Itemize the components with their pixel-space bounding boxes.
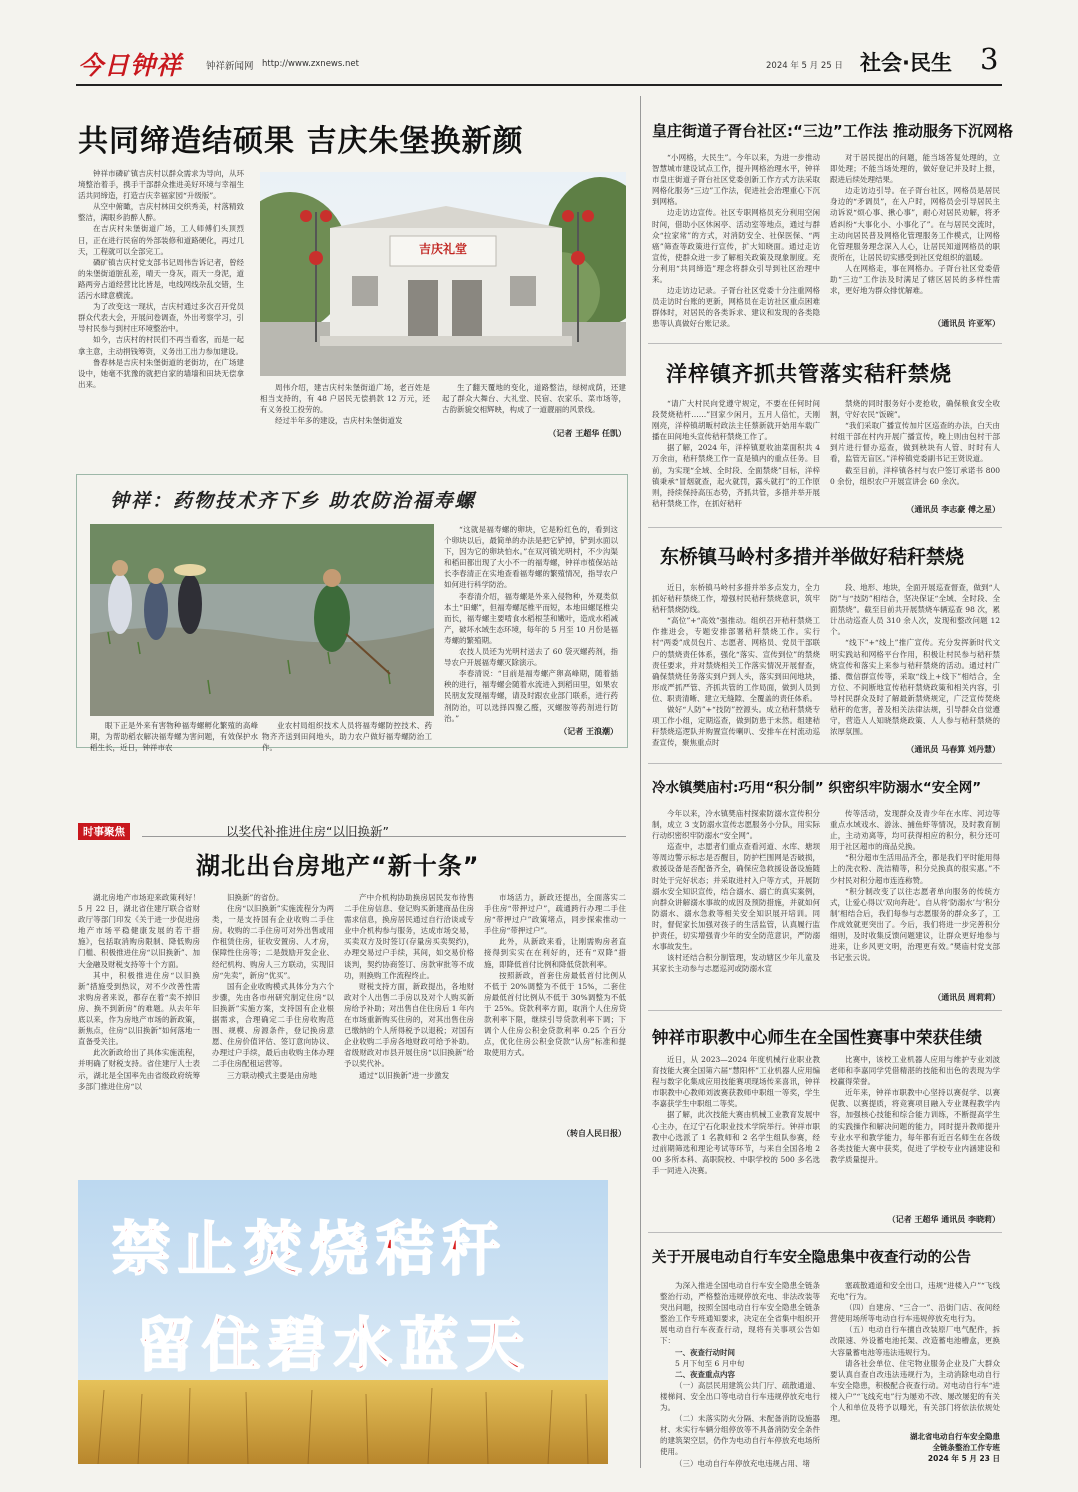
paragraph: “线下”+“线上”推广宣传。充分发挥新时代文明实践站和网格平台作用，积极让村民参与秸秆禁烧宣传和落实上来参与秸秆禁烧的活动。通过村广播、微信群宣传等，采取“线上+线下”相结合，全方位、不间断地宣传秸秆禁烧政策和相关内容，引导村民群众及时了解最新禁烧规定，广泛宣传焚烧秸秆的危害，普及相关法律法规，引导群众自觉遵守，营造人人知晓禁烧政策、人人参与秸秆禁烧的浓厚氛围。 <box>830 638 1000 737</box>
article5-credit: （通讯员 李志豪 傅之星） <box>906 505 1000 514</box>
section-heading: 一、夜查行动时间 <box>675 1347 735 1357</box>
rule <box>648 763 1002 764</box>
article6-title: 东桥镇马岭村多措并举做好秸秆禁烧 <box>660 546 965 568</box>
article4-title: 皇庄街道子胥台社区:“三边”工作法 推动服务下沉网格 <box>652 122 1013 140</box>
paragraph: 禁烧的同时服务好小麦抢收，确保粮食安全收割，守好农民“饭碗”。 <box>830 399 1000 420</box>
signature-date: 2024 年 5 月 23 日 <box>927 1453 1000 1463</box>
paragraph: 其中，积极推进住房“以旧换新”措施受到热议，对不少改善性需求购房者来说，都存在着“卖不掉旧房、换不到新房”的难题。从去年年底以来，作为房地产市场的新政策，新焦点，住房“以旧换新”如何落地一直备受关注。 <box>78 970 200 1047</box>
article3-credit: （转自人民日报） <box>562 1129 626 1138</box>
paragraph: 据了解，2024 年，洋梓镇夏收油菜面积共 4 万余亩，秸秆禁烧工作一直是镇内的重点任务。目前，为实现“全域、全时段、全面禁烧”目标，洋梓镇秉承“冒烟就查，起火就罚，露头就打”的工作原则，持续保持高压态势，齐抓共管，多措并举开展秸秆禁烧工作，在抓好秸秆 <box>652 443 820 508</box>
paragraph: 业农村局组织技术人员将福寿螺防控技术、药物齐齐送到田间地头，助力农户做好福寿螺防治工作。 <box>262 721 432 753</box>
paragraph: 为深入推进全国电动自行车安全隐患全链条整治行动，严格整治违规停放充电、非法改装等突出问题，按照全国电动自行车安全隐患全链条整治工作专班通知要求，决定在全省集中组织开展电动自行车夜查行动，现将有关事项公告如下： <box>660 1281 820 1346</box>
paragraph: 按照新政，首套住房最低首付比例从不低于 20%调整为不低于 15%，二套住房最低首付比例从不低于 30%调整为不低于 25%。贷款利率方面，取消个人住房贷款利率下限，继续引导贷款利率下调；下调个人住房公积金贷款利率 0.25 个百分点，优化住房公积金贷款“认房”标准和提取使用方式。 <box>484 970 626 1058</box>
paragraph: 比赛中，该校工业机器人应用与维护专业刘波老师和李嘉同学凭借精湛的技能和出色的表现为学校赢得荣誉。 <box>830 1055 1000 1087</box>
rule <box>648 1232 1002 1233</box>
article7-title: 冷水镇樊庙村:巧用“积分制” 织密织牢防溺水“安全网” <box>652 780 982 796</box>
column-divider <box>640 96 641 1468</box>
article5-col2 <box>830 398 1000 502</box>
article2-col1 <box>90 720 258 753</box>
article7-credit: （通讯员 周莉莉） <box>933 993 1000 1002</box>
article1-title: 共同缔造结硕果 吉庆朱堡换新颜 <box>78 124 524 159</box>
paragraph: “请广大村民向党遵守规定，不要在任何时间段焚烧秸杆……”回家少闲月，五月人倍忙，天刚刚亮，洋梓镇胡畈村政法主任蔡新就开始用车载广播在田间地头宣传秸秆禁烧工作了。 <box>652 399 820 442</box>
news-tag-label: 时事聚焦 <box>78 823 130 840</box>
paragraph: 该村还结合积分制管理，发动辖区少年儿童及其家长主动参与志愿巡河或防溺水宣 <box>652 953 820 974</box>
article6-col2 <box>830 582 1000 742</box>
paragraph: 钟祥市磷矿镇吉庆村以群众需求为导向，从环境整治着手，携手干部群众推进美好环境与幸福生活共同缔造，打造吉庆幸福家园“升级版”。 <box>78 169 244 201</box>
paragraph: 做好“人防”+“技防”控源头。成立秸秆禁烧专项工作小组，定期巡查，做到防患于未然。组建秸秆禁烧巡逻队并购置宣传喇叭、安排车在村流动巡查宣传，聚焦重点时 <box>652 705 820 748</box>
paragraph: 李春清介绍，福寿螺是外来入侵物种，外观类似本土“田螺”，但福寿螺尾椎平而短，本地田螺尾椎尖而长，福寿螺主要啃食水稻根茎和嫩叶，造成水稻减产，破坏水域生态环境，每年的 5 月至 10 月份是福寿螺的繁殖期。 <box>444 591 618 645</box>
paragraph: 传等活动，发现群众及青少年在水库、河边等重点水域戏水、游泳、捕鱼虾等情况，及时教育制止，主动劝离等，均可获得相应的积分，积分还可用于社区超市的商品兑换。 <box>830 809 1000 852</box>
masthead <box>76 44 1002 80</box>
section-name: 社会·民生 <box>860 51 952 75</box>
article4-col2 <box>830 152 1000 312</box>
article9-col1 <box>660 1280 820 1470</box>
paragraph: 磷矿镇吉庆村党支部书记周伟告诉记者，曾经的朱堡街道脏乱差，晴天一身灰，雨天一身泥，道路两旁占道经营比比皆是，电线网线杂乱交错，生活污水肆意横流。 <box>78 257 244 301</box>
article1-credit: （记者 王超华 任凯） <box>548 429 626 438</box>
action-time: 5 月下旬至 6 月中旬 <box>675 1358 745 1368</box>
paragraph: 眼下正是外来有害物种福寿螺孵化繁殖的高峰期，为帮助稻农解决福寿螺为害问题，有效保护水稻生长，近日，钟祥市农 <box>90 721 258 753</box>
article3-title: 湖北出台房地产“新十条” <box>196 852 480 880</box>
straw-burning-billboard <box>78 1180 608 1464</box>
list-item: （四）自建房、“三合一”、沿街门店、夜间经营使用场所等电动自行车违规停放充电行为。 <box>830 1303 1000 1324</box>
masthead-rule <box>76 84 1002 86</box>
rule <box>648 527 1002 528</box>
paragraph: 农技人员还为光明村送去了 60 袋灭螺药剂，指导农户开展福寿螺灭除演示。 <box>444 647 618 668</box>
rule <box>648 343 1002 344</box>
paragraph: 旧换新”的省份。 <box>227 893 284 902</box>
billboard-line2: 留住碧水蓝天 <box>136 1311 533 1379</box>
article9-title: 关于开展电动自行车安全隐患集中夜查行动的公告 <box>652 1250 971 1266</box>
paragraph: 截至目前，洋梓镇各村与农户签订承诺书 8000 余份，组织农户开展宣讲会 60 余次。 <box>830 465 1000 486</box>
paragraph: 生了翻天覆地的变化，道路整洁，绿树成荫，还建起了群众大舞台、大礼堂、民宿、农家乐、菜市场等，古韵新貌交相辉映，构成了一道靓丽的风景线。 <box>442 383 626 415</box>
paragraph: 周伟介绍，建吉庆村朱堡街道广场，老百姓是相当支持的，有 48 户居民无偿捐款 12 万元，还有义务投工投劳的。 <box>260 383 430 415</box>
paragraph: 巡查中，志愿者们重点查看河道、水库、塘坝等周边警示标志是否醒目，防护栏围网是否破损，救援设备是否配备齐全，确保应急救援设备设施随时处于完好状态；并采取进村入户等方式，开展防溺水安全知识宣传，结合溺水、溺亡的真实案例，向群众讲解溺水事故的成因及预防措施，并就如何防溺水、溺水急救等相关安全知识展开培训。同时，督促家长加强对孩子的生活监管，认真履行监护责任，切实增强青少年的安全防范意识，严防溺水事故发生。 <box>652 842 820 952</box>
paragraph: “高位”+“高效”强推动。组织召开秸秆禁烧工作推进会，专题安排部署秸秆禁烧工作。实行村“两委”成员包片、志愿者、网格员、党员干部联户的禁烧责任体系，强化“落实、宣传到位”的禁烧责任要求，并对禁烧相关工作落实情况开展督查，确保禁烧任务落实到户到人头，落实到田间地块，形成严抓严管、齐抓共管的工作局面，做到人员到位、职责清晰、建立无缝隙、全覆盖的责任体系。 <box>652 616 820 703</box>
list-item: （五）电动自行车擅自改装原厂电气配件，拆改限速、外设蓄电池托架、改造蓄电池槽盒，更换大容量蓄电池等违法违规行为。 <box>830 1325 1000 1357</box>
article3-col3 <box>344 892 474 1138</box>
paragraph: 市场活力，新政还提出，全面落实二手住房“带押过户”，疏通跨行办理二手住房“带押过户”政策堵点，同步探索推动一手住房“带押过户”。 <box>484 893 626 936</box>
article1-col1 <box>78 168 244 422</box>
paragraph: “小网格，大民生”。今年以来，为进一步推动智慧城市建设试点工作，提升网格治理水平，钟祥市皇庄街道子胥台社区党委创新工作方式方法采取网格化服务“三边”工作法，促进社会治理重心下沉到网格。 <box>652 153 820 207</box>
signature-line: 湖北省电动自行车安全隐患 <box>910 1432 1000 1441</box>
newspaper-logo: 今日钟祥 <box>78 51 183 80</box>
article4-col1 <box>652 152 820 342</box>
article5-title: 洋梓镇齐抓共管落实秸秆禁烧 <box>666 362 952 386</box>
article7-col2 <box>830 808 1000 988</box>
news-tag <box>78 820 130 838</box>
paragraph: 国有企业收购模式具体分为六个步骤，先由各市州研究制定住房“以旧换新”实施方案，支持国有企业根据需求，合理确定二手住房收购范围、规模、房源条件，登记换房意愿、住房价值评估、签订意向协议、办理过户手续，最后由收购主体办理二手住房配租运营等。 <box>212 981 334 1069</box>
paragraph: 边走访边宣传。社区专职网格员充分利用空闲时间，借助小区休闲亭、活动室等地点，通过与群众“拉家常”的方式，对消防安全、社保医保、“两癌”筛查等政策进行宣传，扩大知晓面。通过走访宣传，使群众进一步了解相关政策及现象制度。充分利用“共同缔造”理念将群众引导到社区治理中来。 <box>652 208 820 285</box>
paragraph: 产中介机构协助换房居民发布待售二手住房信息、登记购买新建商品住房需求信息，换房居民通过自行洽谈或专业中介机构参与服务，达成市场交易，买卖双方及时签订(存量房买卖契约)，办理交易过户手续，其间，如交易价格谈判，契约协商签订、房款审批等不成功，则换购工作流程终止。 <box>344 893 474 980</box>
article8-col1 <box>652 1054 820 1204</box>
paragraph: 三方联动模式主要是由房地 <box>227 1070 317 1080</box>
list-item: （三）电动自行车停放充电违规占用、堵 <box>675 1458 810 1468</box>
paragraph: 在吉庆村朱堡街道广场，工人师傅们头顶烈日，正在进行民宿的外部装修和道路硬化，再过几天，工程就可以全部完工。 <box>78 224 244 256</box>
paragraph: 从空中俯瞰，吉庆村林田交织秀美，村落精致整洁，满眼乡韵醉人醉。 <box>78 202 244 223</box>
article8-title: 钟祥市职教中心师生在全国性赛事中荣获佳绩 <box>652 1028 982 1047</box>
paragraph: 人在网格走，事在网格办。子胥台社区党委借助“三边”工作法及时满足了辖区居民的多样性需求，更好地为群众排忧解难。 <box>830 263 1000 296</box>
paragraph: “积分超市生活用品齐全，都是我们平时能用得上的洗衣粉、洗洁精等，积分兑换真的很实惠。”不少村民对积分超市连连称赞。 <box>830 853 1000 885</box>
article3-subtitle: 以奖代补推进住房“以旧换新” <box>226 824 389 839</box>
article1-col2 <box>260 382 430 440</box>
auditorium-photo <box>260 172 626 376</box>
article8-col2 <box>830 1054 1000 1204</box>
rule <box>648 1010 1002 1011</box>
section-heading: 二、夜查重点内容 <box>675 1369 735 1379</box>
list-item: 请各社会单位、住宅物业服务企业及广大群众要认真自查自改违法违规行为，主动消除电动自行车安全隐患，积极配合夜查行动。对电动自行车“进楼入户”“飞线充电”行为屡劝不改、屡改屡犯的有关个人和单位及将予以曝光，有关部门将依法依规处理。 <box>830 1358 1000 1424</box>
article4-credit: （通讯员 许亚军） <box>933 319 1000 328</box>
list-item: （一）高层民用建筑公共门厅、疏散通道、楼梯间、安全出口等电动自行车违规停放充电行为。 <box>660 1380 820 1413</box>
article3-col4 <box>484 892 626 1124</box>
article3-col1 <box>78 892 200 1138</box>
paragraph: 住房“以旧换新”实施流程分为两类，一是支持国有企业收购二手住房。收购的二手住房可对外出售或用作租赁住房，征收安置房、人才房，保障性住房等；二是鼓励开发企业、经纪机构、购房人三方联动，实现旧房“先卖”，新房“优买”。 <box>212 904 334 980</box>
paragraph: 边走访边引导。在子胥台社区，网格员是居民身边的“矛调员”，在入户时，网格员会引导居民主动诉说“烦心事、揪心事”，耐心对居民劝解，将矛盾纠纷“大事化小、小事化了”。在与居民交流时，主动向居民普及网格化管理服务工作模式，让网格化管理服务理念深入人心，让居民知道网格员的职责所在，让居民切实感受到社区党组织的温暖。 <box>830 186 1000 262</box>
paragraph: 通过“以旧换新”进一步激发 <box>359 1070 450 1080</box>
article6-col1 <box>652 582 820 760</box>
paragraph: 为了改变这一现状，吉庆村通过多次召开党员群众代表大会，开展问卷调查，外出考察学习，引导村民参与到村庄环境整治中。 <box>78 302 244 334</box>
article5-col1 <box>652 398 820 526</box>
paragraph: 湖北房地产市场迎来政策利好！5 月 22 日，湖北省住建厅联合省财政厅等部门印发《关于进一步促进房地产市场平稳健康发展的若干措施》，包括取消购房限制、降低购房门槛、积极推进住房“以旧换新”、加大金融及财税支持等十个方面。 <box>78 893 200 969</box>
paragraph: 据了解，此次技能大赛由机械工业教育发展中心主办，在辽宁石化职业技术学院举行。钟祥市职教中心选派了 1 名教师和 2 名学生组队参赛，经过前期筛选和理论考试等环节，与来自全国各地 200 多所本科、高职院校、中职学校的 500 多名选手一同进入决赛。 <box>652 1110 820 1175</box>
article6-credit: （通讯员 马春算 刘丹慧） <box>906 745 1000 754</box>
article1-col3 <box>442 382 626 422</box>
article9-col2 <box>830 1280 1000 1424</box>
paragraph: 段、地形、地块，全面开展巡查督查，做到“人防”与“技防”相结合，坚决保证“全域、全时段、全面禁烧”。截至目前共开展禁烧车辆巡查 98 次，累计出动巡查人员 310 余人次，发现和整改问题 12 个。 <box>830 583 1000 637</box>
paragraph: 李春清说：“目前是福寿螺产卵高峰期，随着插秧的进行，福寿螺会随着水流进入到稻田里，如果农民朋友发现福寿螺，请及时跟农业部门联系，进行药剂防治，可以选择四聚乙醛，灭螺胺等药剂进行防治。” <box>444 669 618 723</box>
list-item: 塞疏散通道和安全出口，违规“进楼入户”“飞线充电”行为。 <box>830 1281 1000 1302</box>
paragraph: “这就是福寿螺的卵块，它是粉红色的，看到这个卵块以后，最简单的办法是把它铲掉，铲到水面以下，因为它的卵块怕水。”在双河镇光明村，不少沟渠和稻田都出现了大小不一的福寿螺，钟祥市植保站站长李春清正在实地查看福寿螺的繁殖情况，指导农户如何进行科学防治。 <box>444 525 618 590</box>
paragraph: 此外，从新政来看，让刚需购房者直接得到实实在在利好的，还有“双降”措施，即降低首付比例和降低贷款利率。 <box>484 937 626 969</box>
site-url[interactable]: http://www.zxnews.net <box>262 59 359 69</box>
article2-title: 钟祥：药物技术齐下乡 助农防治福寿螺 <box>110 490 476 512</box>
list-item: （二）未落实防火分隔、未配备消防设施器材、未实行车辆分组停放等不具备消防安全条件的建筑架空层，仍作为电动自行车停放充电场所使用。 <box>660 1414 820 1457</box>
paragraph: 对于居民提出的问题，能当场答复处理的，立即处理；不能当场处理的，做好登记并及时上报，跟进后续处理结果。 <box>830 153 1000 185</box>
issue-date: 2024 年 5 月 25 日 <box>766 61 843 71</box>
article8-credit: （记者 王超华 通讯员 李晓莉） <box>887 1215 1000 1224</box>
farmers-photo <box>90 524 434 716</box>
billboard-line1: 禁止焚烧秸秆 <box>112 1215 509 1283</box>
paragraph: 今年以来，冷水镇樊庙村探索防溺水宣传积分制，成立 3 支防溺水宣传志愿服务小分队，用实际行动织密织牢防溺水“安全网”。 <box>652 809 820 841</box>
article7-col1 <box>652 808 820 1008</box>
paragraph: 财税支持方面，新政提出，各地财政对个人出售二手房以及对个人购买新房给予补助；对出售自住住房后 1 年内在市场重新购买住房的，对其出售住房已缴纳的个人所得税予以退税；对国有企业收购二手房各地财政可给予补助。省级财政对市县开展住房“以旧换新”给予以奖代补。 <box>344 981 474 1069</box>
paragraph: 鲁春林是吉庆村朱堡街道的老街坊，在广场建设中，她毫不犹豫的就把自家的墙墙和田块无偿拿出来。 <box>78 357 244 389</box>
article2-col3 <box>444 524 618 723</box>
paragraph: 此次新政给出了具体实施流程，并明确了财税支持。省住建厅人士表示，湖北是全国率先由省级政府统筹多部门推进住房“以 <box>78 1048 200 1091</box>
paragraph: “我们采取广播宣传加片区巡查的办法，白天由村组干部在村内开展广播宣传，晚上则由包村干部到片进行督办巡查，做到秧块有人管、时时有人看，监管无盲区。”洋梓镇党委副书记王贤说道。 <box>830 421 1000 464</box>
paragraph: 近年来，钟祥市职教中心坚持以赛促学、以赛促教、以赛提质，将竞赛项目融入专业课程教学内容，加强核心技能和综合能力训练，不断提高学生的实践操作和解决问题的能力，同时提升教师提升专业水平和教学能力，每年都有近百名师生在各级各类技能大赛中获奖，促进了学校专业内涵建设和教学质量提升。 <box>830 1088 1000 1164</box>
paragraph: 如今，吉庆村的村民们不再当看客，而是一起拿主意，主动捐钱筹资，义务出工出力参加建设。 <box>78 335 244 356</box>
article2-col2 <box>262 720 432 753</box>
site-name: 钟祥新闻网 <box>206 61 254 72</box>
signature-line: 全链条整治工作专班 <box>932 1442 1000 1452</box>
notice-signature <box>830 1432 1000 1465</box>
article3-col2 <box>212 892 334 1138</box>
paragraph: 近日，从 2023—2024 年度机械行业职业教育技能大赛全国第六届“慧阳杯”工业机器人应用编程与数字化集成应用技能赛项现场传来喜讯，钟祥市职教中心教师刘波赛获教师中职组一等奖，学生李嘉获学生中职组二等奖。 <box>652 1055 820 1109</box>
article2-credit: （记者 王浪潮） <box>559 727 618 736</box>
auditorium-sign: 吉庆礼堂 <box>418 242 467 256</box>
paragraph: 近日，东桥镇马岭村多措并举多点发力，全力抓好秸秆禁烧工作，增强村民秸秆禁烧意识，筑牢秸秆禁烧防线。 <box>652 583 820 615</box>
paragraph: 经过半年多的建设，吉庆村朱堡街道发 <box>275 416 403 426</box>
paragraph: “积分制改变了以往志愿者单向服务的传统方式，让爱心得以‘双向奔赴’。自从将‘防溺水’与‘积分制’相结合后，我们每参与志愿服务的群众多了，工作成效就更突出了。今后，我们将进一步完善积分细则，及时收集反馈问题建议，让群众更好地参与进来，让乡风更文明，治理更有效。”樊庙村党支部书记张云说。 <box>830 886 1000 963</box>
page-number: 3 <box>980 42 999 76</box>
paragraph: 边走访边记录。子胥台社区党委十分注重网格员走访时台账的更新，网格员在走访社区重点困难群体时，对居民的各类诉求、建议和发现的各类隐患等认真做好台账记录。 <box>652 286 820 329</box>
